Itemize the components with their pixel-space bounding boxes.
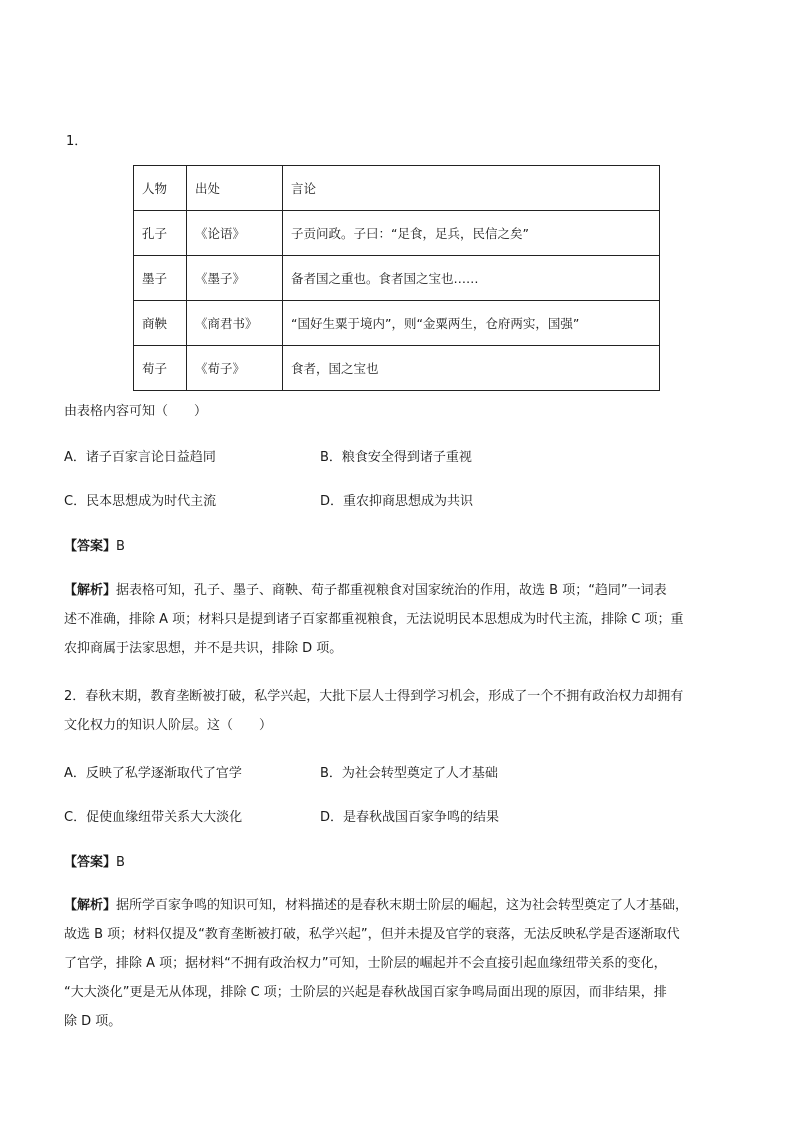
table-header-cell: 言论 <box>283 166 660 211</box>
table-cell-source: 《荀子》 <box>187 346 283 391</box>
analysis-line: 农抑商属于法家思想，并不是共识，排除 D 项。 <box>64 641 343 656</box>
table-cell-person: 荀子 <box>134 346 187 391</box>
stem-line: 文化权力的知识人阶层。这（ ） <box>64 718 273 733</box>
analysis-text: 据所学百家争鸣的知识可知，材料描述的是春秋末期士阶层的崛起，这为社会转型奠定了人才基础， <box>116 898 689 913</box>
stem-line: 2．春秋末期，教育垄断被打破，私学兴起，大批下层人士得到学习机会，形成了一个不拥有政治权力却拥有 <box>64 689 684 704</box>
answer-label: 【答案】 <box>64 539 117 554</box>
table-cell-source: 《墨子》 <box>187 256 283 301</box>
table-cell-quote: 食者，国之宝也 <box>283 346 660 391</box>
analysis-label: 【解析】 <box>64 898 117 913</box>
analysis-text: 据表格可知，孔子、墨子、商鞅、荀子都重视粮食对国家统治的作用，故选 B 项；“趋同”一词表 <box>116 583 667 598</box>
table-header-row <box>134 166 660 211</box>
table-cell-person: 孔子 <box>134 211 187 256</box>
question-1-option-c: C．民本思想成为时代主流 <box>64 494 217 509</box>
analysis-line <box>64 576 742 605</box>
question-1-stem: 由表格内容可知（ ） <box>64 404 208 419</box>
table-header-cell: 出处 <box>187 166 283 211</box>
table-cell-source: 《论语》 <box>187 211 283 256</box>
table-cell-person: 商鞅 <box>134 301 187 346</box>
analysis-line: 除 D 项。 <box>64 1014 122 1029</box>
question-2-option-c: C．促使血缘纽带关系大大淡化 <box>64 810 243 825</box>
analysis-line: 故选 B 项；材料仅提及“教育垄断被打破，私学兴起”，但并未提及官学的衰落，无法反映私学是否逐渐取代 <box>64 927 680 942</box>
answer-value: B <box>116 855 125 870</box>
answer-label: 【答案】 <box>64 855 117 870</box>
question-2-option-d: D．是春秋战国百家争鸣的结果 <box>320 810 500 825</box>
table-header-cell: 人物 <box>134 166 187 211</box>
question-2-answer <box>64 851 125 870</box>
table-cell-person: 墨子 <box>134 256 187 301</box>
table-cell-quote: 子贡问政。子曰：“足食，足兵，民信之矣” <box>283 211 660 256</box>
question-2-option-b: B．为社会转型奠定了人才基础 <box>320 766 498 781</box>
question-1-analysis <box>64 576 742 663</box>
question-2-stem <box>64 682 742 740</box>
question-2-analysis <box>64 891 742 1036</box>
analysis-label: 【解析】 <box>64 583 117 598</box>
question-2-option-a: A．反映了私学逐渐取代了官学 <box>64 766 242 781</box>
table-cell-source: 《商君书》 <box>187 301 283 346</box>
question-1-option-a: A．诸子百家言论日益趋同 <box>64 450 216 465</box>
question-1-answer <box>64 535 125 554</box>
table-cell-quote: 备者国之重也。食者国之宝也…… <box>283 256 660 301</box>
question-1-option-d: D．重农抑商思想成为共识 <box>320 494 474 509</box>
analysis-line: 了官学，排除 A 项；据材料“不拥有政治权力”可知，士阶层的崛起并不会直接引起血缘纽带关系的变化， <box>64 956 667 971</box>
analysis-line: “大大淡化”更是无从体现，排除 C 项；士阶层的兴起是春秋战国百家争鸣局面出现的原因，而非结果，排 <box>64 985 667 1000</box>
table-row <box>134 301 660 346</box>
quotes-table <box>133 165 660 391</box>
answer-value: B <box>116 539 125 554</box>
question-1-number: 1． <box>66 134 88 149</box>
table-row <box>134 211 660 256</box>
question-1-option-b: B．粮食安全得到诸子重视 <box>320 450 472 465</box>
table-row <box>134 346 660 391</box>
table-row <box>134 256 660 301</box>
analysis-line: 述不准确，排除 A 项；材料只是提到诸子百家都重视粮食，无法说明民本思想成为时代主流，排除 C 项；重 <box>64 612 684 627</box>
analysis-line <box>64 891 742 920</box>
table-cell-quote: “国好生粟于境内”，则“金粟两生，仓府两实，国强” <box>283 301 660 346</box>
